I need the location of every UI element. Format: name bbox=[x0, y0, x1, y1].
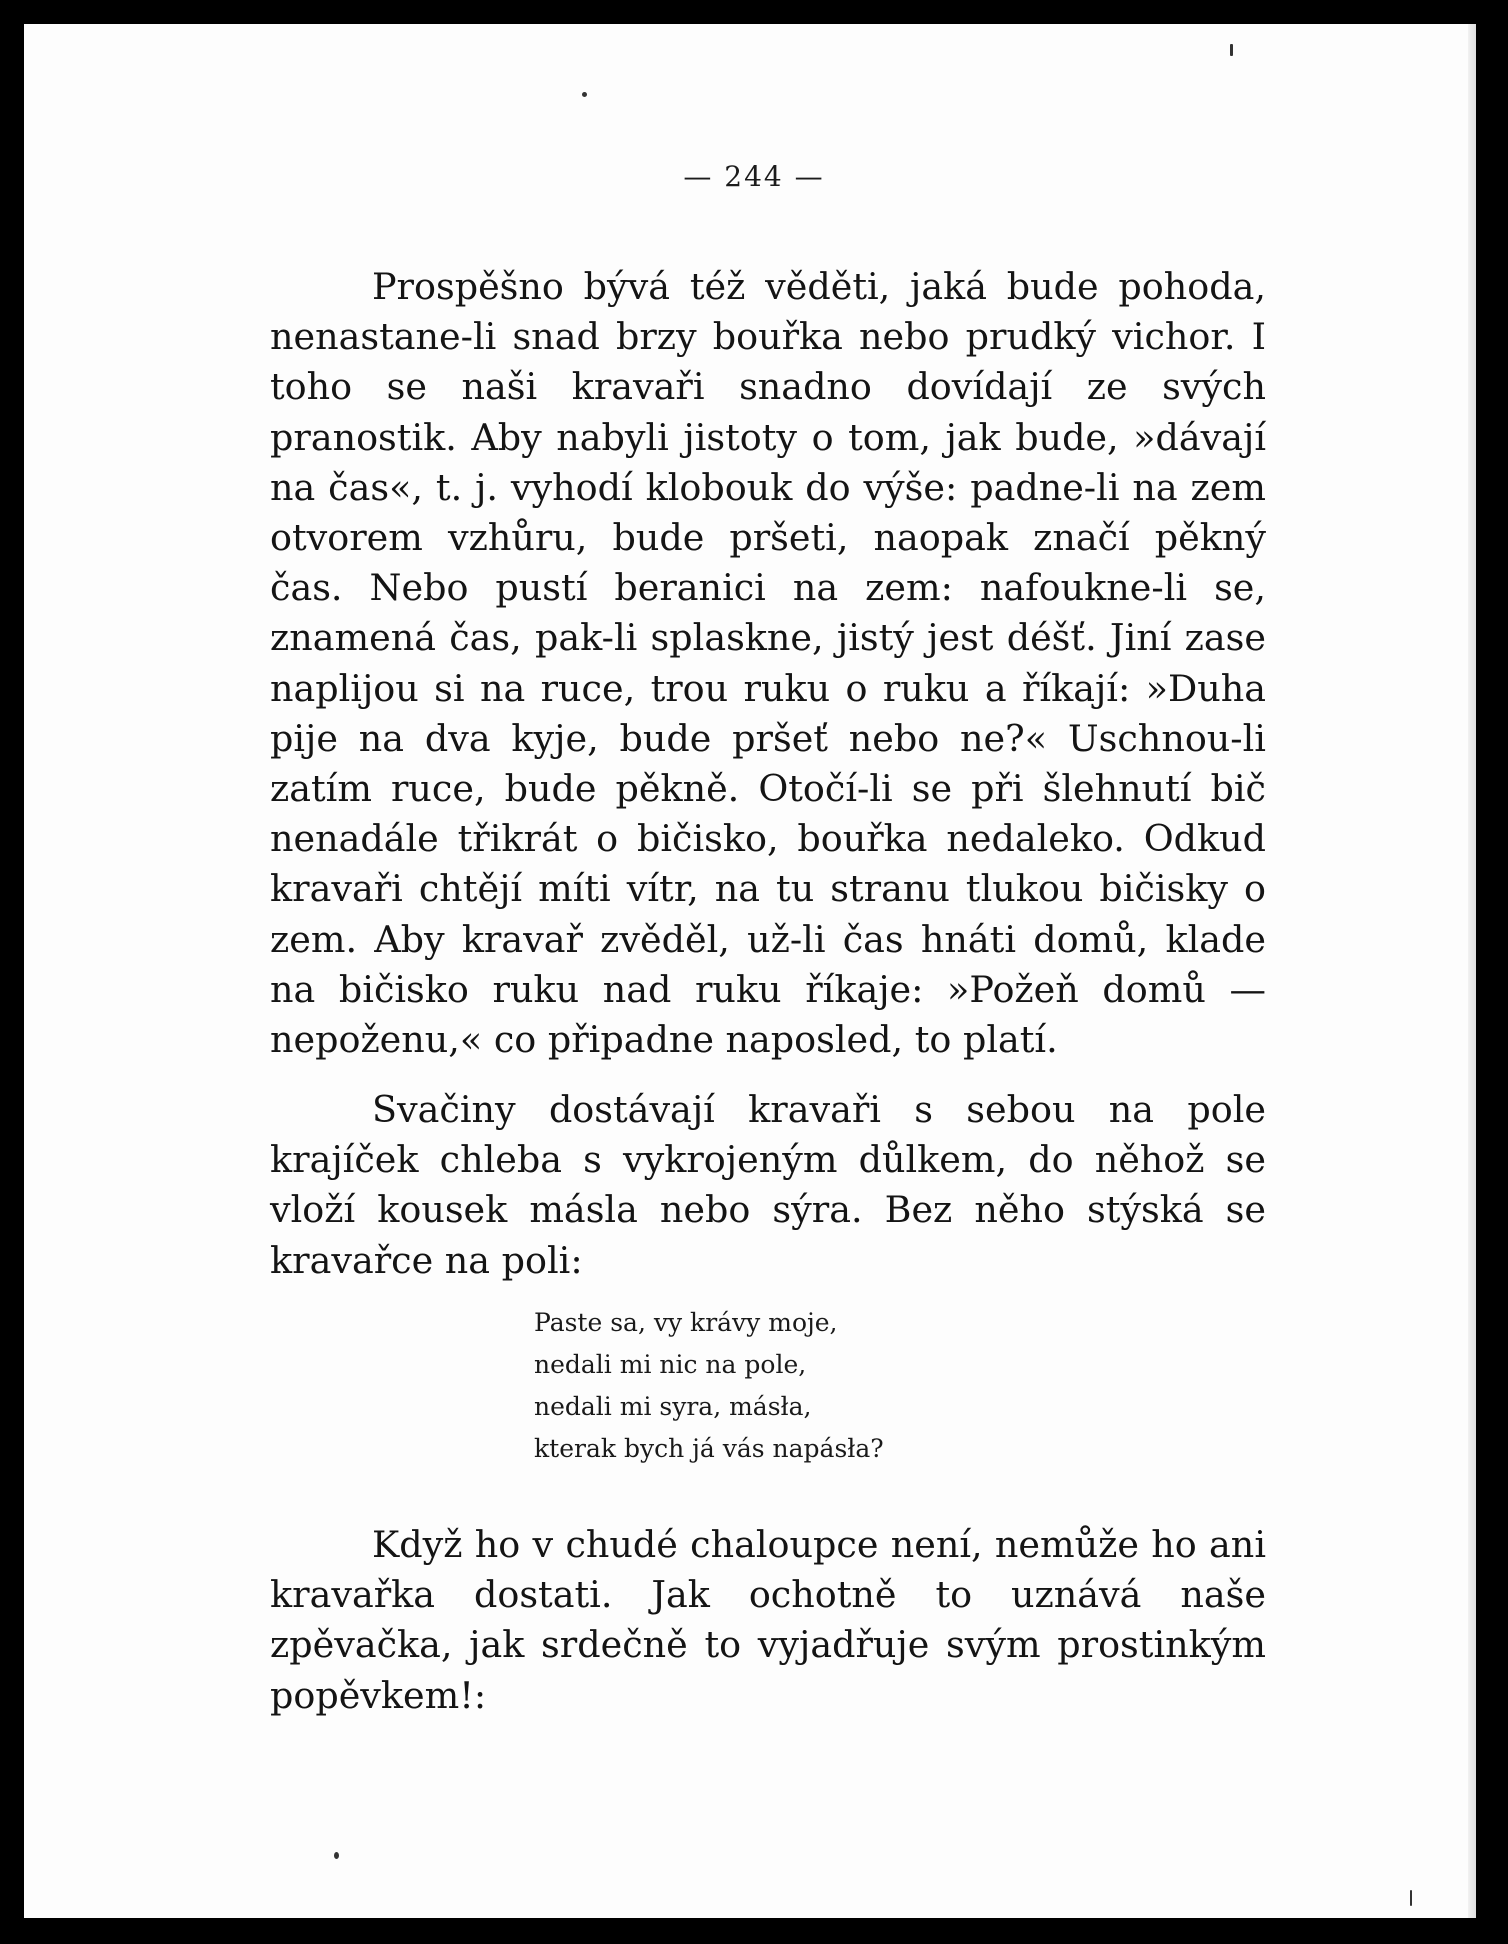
paragraph-snacks bbox=[270, 1085, 1266, 1286]
page-edge-shadow bbox=[1468, 24, 1476, 1918]
paragraph-text: Svačiny dostávají kravaři s sebou na pole krajíček chleba s vykrojeným důlkem, do něhož se vloží kousek másla nebo sýra. Bez něho stýská se kravařce na poli: bbox=[270, 1088, 1266, 1282]
scan-border-left bbox=[0, 0, 24, 1944]
verse-line: nedali mi nic na pole, bbox=[534, 1350, 807, 1379]
scan-speck bbox=[1410, 1890, 1412, 1906]
paragraph-weather-lore bbox=[270, 262, 1266, 1065]
scan-border-right bbox=[1476, 0, 1508, 1944]
verse-line: kterak bych já vás napásła? bbox=[534, 1434, 884, 1463]
scan-border-top bbox=[0, 0, 1508, 24]
verse-line: Paste sa, vy krávy moje, bbox=[534, 1308, 838, 1337]
page-number: — 244 — bbox=[683, 160, 825, 193]
paragraph-text: Prospěšno bývá též věděti, jaká bude pohoda, nenastane-li snad brzy bouřka nebo prudký vichor. I toho se naši kravaři snadno dovídají ze svých pranostik. Aby nabyli jistoty o tom, jak bude, »dávají na čas«, t. j. vyhodí klobouk do výše: padne-li na zem otvorem vzhůru, bude pršeti, naopak značí pěkný čas. Nebo pustí beranici na zem: nafoukne-li se, znamená čas, pak-li splaskne, jistý jest déšť. Jiní zase naplijou si na ruce, trou ruku o ruku a říkají: »Duha pije na dva kyje, bude pršeť nebo ne?« Uschnou-li zatím ruce, bude pěkně. Otočí-li se při šlehnutí bič nenadále třikrát o bičisko, bouřka nedaleko. Odkud kravaři chtějí míti vítr, na tu stranu tlukou bičisky o zem. Aby kravař zvěděl, už-li čas hnáti domů, klade na bičisko ruku nad ruku říkaje: »Požeň domů — nepoženu,« co připadne naposled, to platí. bbox=[270, 265, 1266, 1062]
paragraph-text: Když ho v chudé chaloupce není, nemůže ho ani kravařka dostati. Jak ochotně to uznává naše zpěvačka, jak srdečně to vyjadřuje svým prostinkým popěvkem!: bbox=[270, 1523, 1266, 1717]
verse-line: nedali mi syra, másła, bbox=[534, 1392, 812, 1421]
paragraph-singer bbox=[270, 1520, 1266, 1721]
scan-border-bottom bbox=[0, 1918, 1508, 1944]
scan-speck bbox=[1230, 44, 1233, 56]
folk-verse bbox=[534, 1302, 884, 1470]
scan-speck bbox=[582, 92, 587, 97]
scan-speck bbox=[334, 1852, 339, 1859]
